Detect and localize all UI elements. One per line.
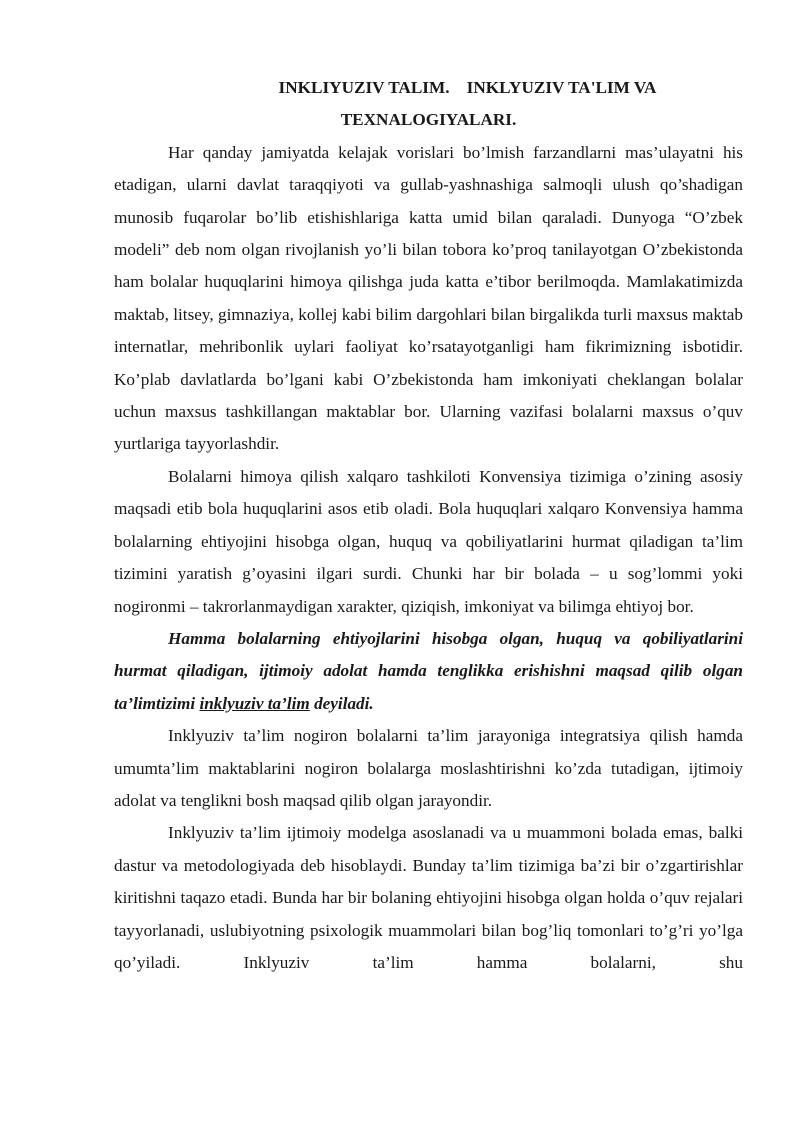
document-page: [114, 72, 743, 979]
document-title: [114, 72, 743, 137]
definition-term: inklyuziv ta’lim: [199, 693, 310, 713]
paragraph-4: Inklyuziv ta’lim nogiron bolalarni ta’lim jarayoniga integratsiya qilish hamda umumta’lim maktablarini nogiron bolalarga moslashtirishni ko’zda tutadigan, ijtimoiy adolat va tenglikni bosh maqsad qilib olgan jarayondir.: [114, 726, 743, 810]
title-line-2: TEXNALOGIYALARI.: [340, 110, 517, 130]
definition-text-start: Hamma bolalarning ehtiyojlarini hisobga olgan, huquq va qobiliyatlarini hurmat qiladigan, ijtimoiy adolat hamda tenglikka erishishni maqsad qilib olgan ta’limtizimi: [114, 628, 743, 713]
definition-text-end: deyiladi.: [309, 693, 374, 713]
paragraph-2: Bolalarni himoya qilish xalqaro tashkiloti Konvensiya tizimiga o’zining asosiy maqsadi etib bola huquqlarini asos etib oladi. Bola huquqlari xalqaro Konvensiya hamma bolalarning ehtiyojini hisobga olgan, huquq va qobiliyatlarini hurmat qiladigan ta’lim tizimini yaratish g’oyasini ilgari surdi. Chunki har bir bolada – u sog’lommi yoki nogironmi – takrorlanmaydigan xarakter, qiziqish, imkoniyat va bilimga ehtiyoj bor.: [114, 466, 743, 616]
paragraph-1: Har qanday jamiyatda kelajak vorislari bo’lmish farzandlarni mas’ulayatni his etadigan, ularni davlat taraqqiyoti va gullab-yashnashiga salmoqli ulush qo’shadigan munosib fuqarolar bo’lib etishishlariga katta umid bilan qaraladi. Dunyoga “O’zbek modeli” deb nom olgan rivojlanish yo’li bilan tobora ko’proq tanilayotgan O’zbekistonda ham bolalar huquqlarini himoya qilishga juda katta e’tibor berilmoqda. Mamlakatimizda maktab, litsey, gimnaziya, kollej kabi bilim dargohlari bilan birgalikda turli maxsus maktab internatlar, mehribonlik uylari faoliyat ko’rsatayotganligi ham fikrimizning isbotidir. Ko’plab davlatlarda bo’lgani kabi O’zbekistonda ham imkoniyati cheklangan bolalar uchun maxsus tashkillangan maktablar bor. Ularning vazifasi bolalarni maxsus o’quv yurtlariga tayyorlashdir.: [114, 142, 743, 454]
paragraph-5: Inklyuziv ta’lim ijtimoiy modelga asoslanadi va u muammoni bolada emas, balki dastur va metodologiyada deb hisoblaydi. Bunday ta’lim tizimiga ba’zi bir o’zgartirishlar kiritishni taqazo etadi. Bunda har bir bolaning ehtiyojini hisobga olgan holda o’quv rejalari tayyorlanadi, uslubiyotning psixologik muammolari bilan bog’liq tomonlari to’g’ri yo’lga qo’yiladi. Inklyuziv ta’lim hamma bolalarni, shu: [114, 823, 743, 972]
title-line-1: INKLIYUZIV TALIM. INKLYUZIV TA'LIM VA: [278, 78, 657, 97]
definition-paragraph: [114, 623, 743, 720]
